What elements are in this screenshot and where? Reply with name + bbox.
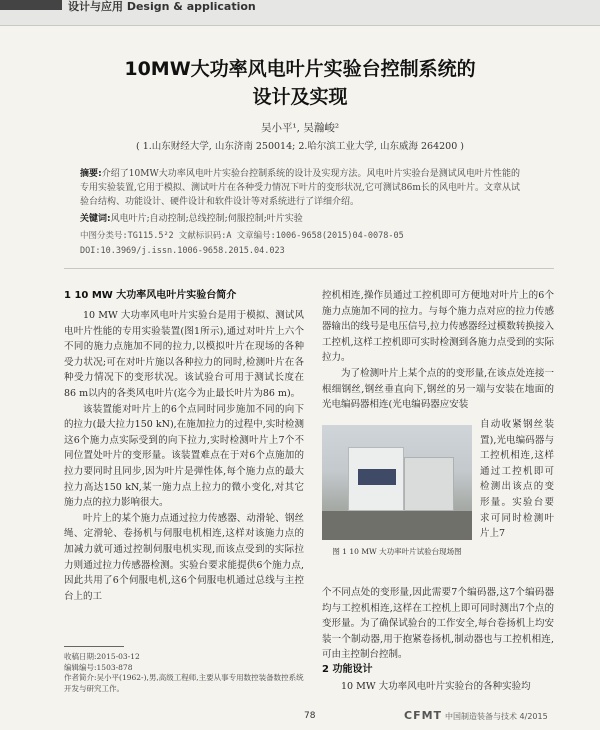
abstract bbox=[80, 167, 520, 209]
authors: 吴小平¹, 吴瀚峻² bbox=[260, 122, 340, 134]
right-para-2: 为了检测叶片上某个点的的变形量,在该点处连接一根细钢丝,钢丝垂直向下,钢丝的另一端与安装在地面的光电编码器相连(光电编码器应安装 bbox=[322, 367, 554, 411]
running-header bbox=[0, 0, 600, 26]
journal-name: 中国制造装备与技术 4/2015 bbox=[445, 712, 548, 721]
page-number: 78 bbox=[304, 711, 316, 721]
right-para-1: 控机相连,操作员通过工控机即可方便地对叶片上的6个施力点施加不同的拉力。与每个施力点对应的拉力传感器输出的线号是电压信号,拉力传感器经过模数转换接入工控机,这样工控机即可实时检测到各施力点受到的实际拉力。 bbox=[322, 290, 554, 364]
paper-title-line1: 10MW大功率风电叶片实验台控制系统的 bbox=[124, 58, 476, 80]
section-2-heading: 2 功能设计 bbox=[322, 664, 373, 675]
figure-caption: 图 1 10 MW 大功率叶片试验台现场图 bbox=[332, 547, 462, 556]
building-sign bbox=[358, 469, 396, 485]
building-shape bbox=[404, 457, 454, 511]
section-1-para-3: 叶片上的某个施力点通过拉力传感器、动滑轮、钢丝绳、定滑轮、卷扬机与伺服电机相连,这样对该施力点的加减力就可通过控制伺服电机实现,而该点受到的实际拉力则通过拉力传感器检测。实验台要求能提供6个施力点,因此共用了6个伺服电机,这6个伺服电机通过总线与主控台上的工 bbox=[64, 512, 304, 602]
test-bench-photo bbox=[322, 425, 472, 540]
author-bio: 作者简介:吴小平(1962-),男,高级工程师,主要从事专用数控装备数控系统开发与研究工作。 bbox=[64, 673, 304, 693]
section-label: 设计与应用 Design & application bbox=[68, 0, 256, 13]
ground-shape bbox=[322, 511, 472, 540]
figure-1 bbox=[322, 419, 554, 595]
keywords-text: 风电叶片;自动控制;总线控制;伺服控制;叶片实验 bbox=[110, 214, 303, 224]
section-1-para-1: 10 MW 大功率风电叶片实验台是用于模拟、测试风电叶片性能的专用实验装置(图1所示),通过对叶片上六个不同的施力点施加不同的拉力,以模拟叶片在现场的各种受力状况;可在对叶片施以各种拉力的同时,检测叶片在各种受力情况下的变形状况。该试验台可用于测试长度在86 m以内的各类风电叶片(迄今为止最长叶片为86 m)。 bbox=[64, 310, 304, 399]
affiliations: ( 1.山东财经大学, 山东济南 250014; 2.哈尔滨工业大学, 山东威海 264200 ) bbox=[136, 141, 464, 152]
footnote-rule bbox=[64, 646, 124, 647]
section-1-heading: 1 10 MW 大功率风电叶片实验台简介 bbox=[64, 290, 237, 301]
header-divider bbox=[64, 268, 554, 269]
right-column bbox=[322, 288, 554, 413]
footnote bbox=[64, 652, 304, 694]
section-1-para-2: 该装置能对叶片上的6个点同时同步施加不同的向下的拉力(最大拉力150 kN),在施加拉力的过程中,实时检测这6个施力点实际受到的向下拉力,实时检测叶片上7个不同位置处叶片的变形量。该装置难点在于对6个点施加的拉力要同时且同步,因为叶片是弹性体,每个施力点的最大拉力高达150 kN,某一施力点上拉力的微小变化,对其它施力点的拉力影响很大。 bbox=[64, 403, 304, 509]
paper-title-line2: 设计及实现 bbox=[252, 86, 348, 108]
keywords bbox=[80, 213, 520, 226]
received-date: 收稿日期:2015-03-12 bbox=[64, 652, 140, 661]
section-2-para-1: 10 MW 大功率风电叶片实验台的各种实验均 bbox=[341, 681, 531, 692]
left-column bbox=[64, 288, 304, 604]
editor-number: 编辑编号:1503-878 bbox=[64, 662, 133, 672]
right-column-continued: 个不同点处的变形量,因此需要7个编码器,这7个编码器均与工控机相连,这样在工控机上即可同时测出7个点的变形量。为了确保试验台的工作安全,每台卷扬机上均安装一个制动器,用于抱紧卷扬机,制动器也与工控机相连,可由主控制台控制。 bbox=[322, 587, 554, 661]
journal-logo: CFMT bbox=[404, 709, 443, 722]
abstract-text: 介绍了10MW大功率风电叶片实验台控制系统的设计及实现方法。风电叶片实验台是测试风电叶片性能的专用实验装置,它用于模拟、测试叶片在各种受力情况下叶片的变形状况,它可测试86m长的风电叶片。文章从试验台结构、功能设计、硬件设计和软件设计等对系统进行了详细介绍。 bbox=[80, 169, 520, 207]
figure-side-text: 自动收紧钢丝装置),光电编码器与工控机相连,这样通过工控机即可检测出该点的变形量。实验台要求可同时检测叶片上7 bbox=[480, 419, 554, 540]
keywords-label: 关键词: bbox=[80, 214, 111, 224]
doi-line: DOI:10.3969/j.issn.1006-9658.2015.04.023 bbox=[80, 246, 285, 256]
header-tab bbox=[0, 0, 62, 10]
classification-line: 中图分类号:TG115.5²2 文献标识码:A 文章编号:1006-9658(2015)04-0078-05 bbox=[80, 231, 404, 241]
abstract-label: 摘要: bbox=[80, 169, 102, 179]
